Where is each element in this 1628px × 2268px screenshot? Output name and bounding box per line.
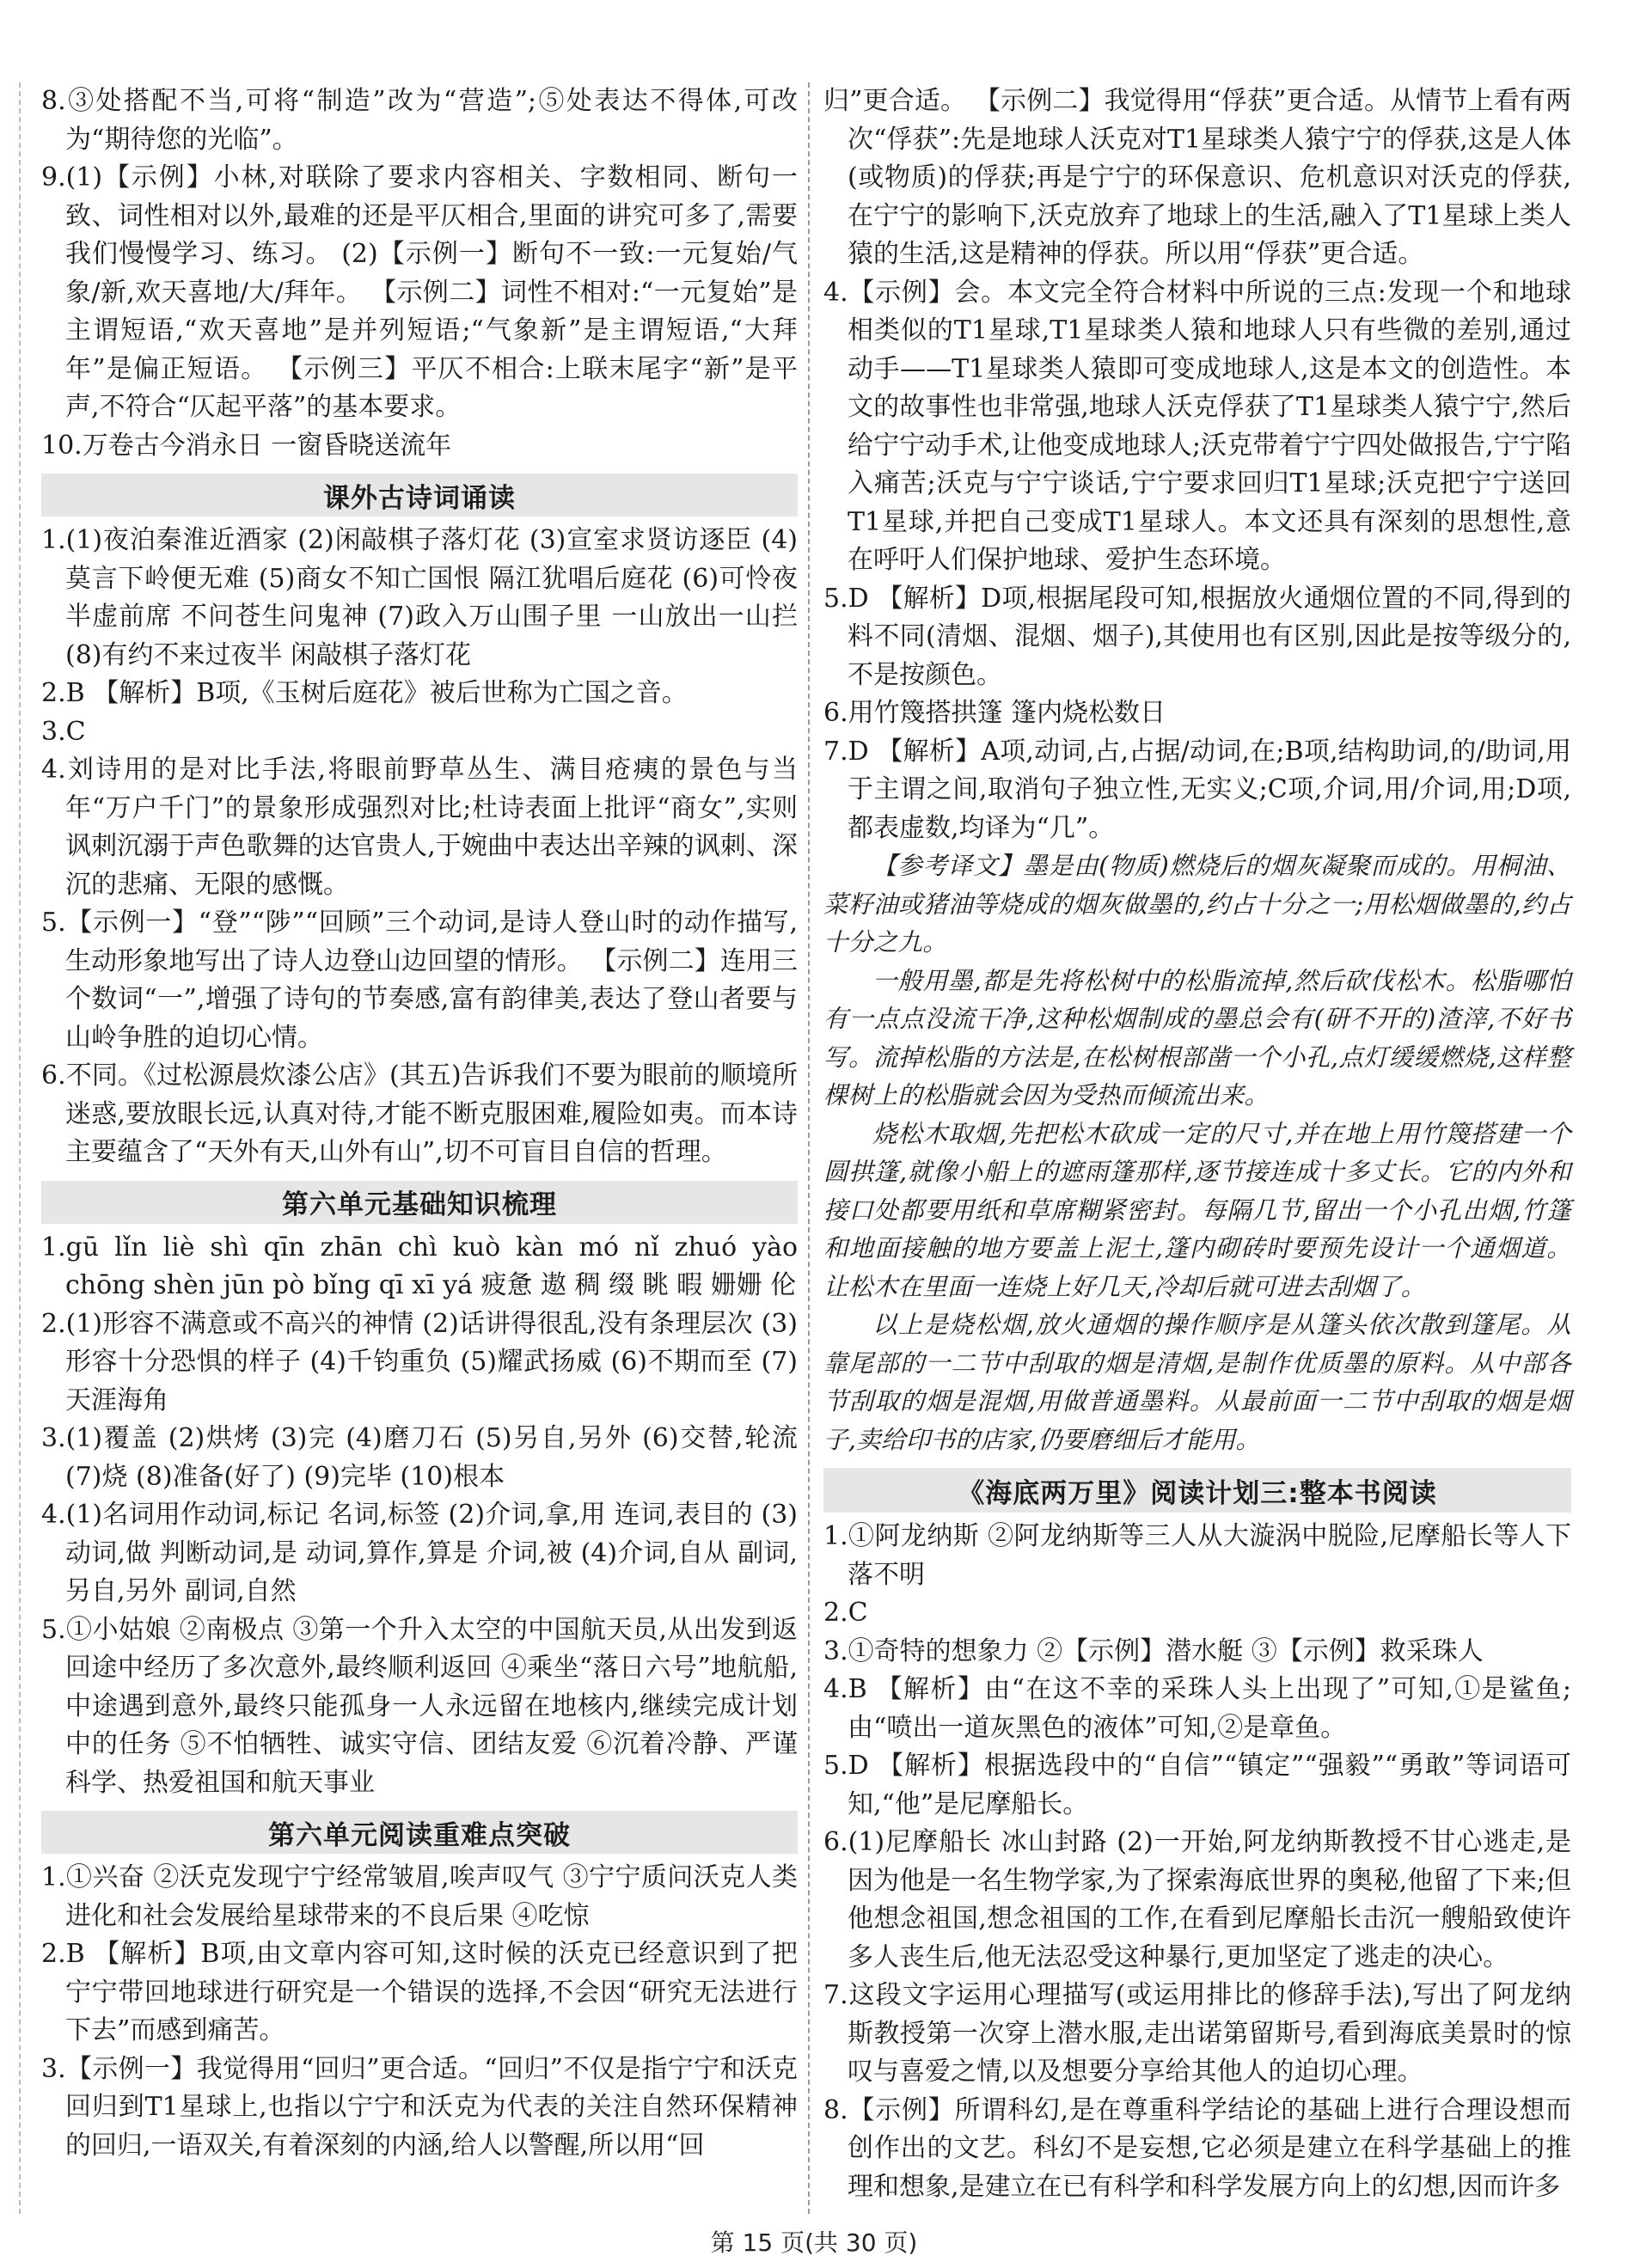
answer-item: 4.刘诗用的是对比手法,将眼前野草丛生、满目疮痍的景色与当年“万户千门”的景象形成强烈对比;杜诗表面上批评“商女”,实则讽刺沉溺于声色歌舞的达官贵人,于婉曲中表达出辛辣的讽刺、深沉的悲痛、无限的感慨。 [41, 755, 798, 900]
answer-item: 6.(1)尼摩船长 冰山封路 (2)一开始,阿龙纳斯教授不甘心逃走,是因为他是一名生物学家,为了探索海底世界的奥秘,他留了下来;但他想念祖国,想念祖国的工作,在看到尼摩船长击沉一艘船致使许多人丧生后,他无法忍受这种暴行,更加坚定了逃走的决心。 [823, 1827, 1571, 1972]
answer-item: 4.(1)名词用作动词,标记 名词,标签 (2)介词,拿,用 连词,表目的 (3)动词,做 判断动词,是 动词,算作,算是 介词,被 (4)介词,自从 副词,另自,另外 副词,自然 [41, 1500, 798, 1606]
answer-item: 5.①小姑娘 ②南极点 ③第一个升入太空的中国航天员,从出发到返回途中经历了多次意外,最终顺利返回 ④乘坐“落日六号”地航船,中途遇到意外,最终只能孤身一人永远留在地核内,继续完成计划中的任务 ⑤不怕牺牲、诚实守信、团结友爱 ⑥沉着冷静、严谨科学、热爱祖国和航天事业 [41, 1614, 798, 1798]
answer-item: 4.B 【解析】由“在这不幸的采珠人头上出现了”可知,①是鲨鱼;由“喷出一道灰黑色的液体”可知,②是章鱼。 [823, 1674, 1571, 1743]
answer-item: 8.③处搭配不当,可将“制造”改为“营造”;⑤处表达不得体,可改为“期待您的光临”。 [41, 86, 798, 155]
translation-paragraph: 一般用墨,都是先将松树中的松脂流掉,然后砍伐松木。松脂哪怕有一点点没流干净,这种松烟制成的墨总会有(研不开的)渣滓,不好书写。流掉松脂的方法是,在松树根部凿一个小孔,点灯缓缓燃烧,这样整棵树上的松脂就会因为受热而倾流出来。 [823, 966, 1571, 1110]
answer-item: 2.(1)形容不满意或不高兴的神情 (2)话讲得很乱,没有条理层次 (3)形容十分恐惧的样子 (4)千钧重负 (5)耀武扬威 (6)不期而至 (7)天涯海角 [41, 1308, 798, 1415]
answer-item: 1.①兴奋 ②沃克发现宁宁经常皱眉,唉声叹气 ③宁宁质问沃克人类进化和社会发展给星球带来的不良后果 ④吃惊 [41, 1862, 798, 1931]
answer-item: 3.(1)覆盖 (2)烘烤 (3)完 (4)磨刀石 (5)另自,另外 (6)交替,轮流 (7)烧 (8)准备(好了) (9)完毕 (10)根本 [41, 1423, 798, 1492]
right-column [823, 83, 1571, 2206]
translation-paragraph: 烧松木取烟,先把松木砍成一定的尺寸,并在地上用竹篾搭建一个圆拱篷,就像小船上的遮雨篷那样,逐节接连成十多丈长。它的内外和接口处都要用纸和草席糊紧密封。每隔几节,留出一个小孔出烟,竹篷和地面接触的地方要盖上泥土,篷内砌砖时要预先设计一个通烟道。让松木在里面一连烧上好几天,冷却后就可进去刮烟了。 [823, 1119, 1571, 1301]
answer-item: 5.D 【解析】D项,根据尾段可知,根据放火通烟位置的不同,得到的料不同(清烟、混烟、烟子),其使用也有区别,因此是按等级分的,不是按颜色。 [823, 583, 1571, 690]
answer-item: 6.不同。《过松源晨炊漆公店》(其五)告诉我们不要为眼前的顺境所迷惑,要放眼长远,认真对待,才能不断克服困难,履险如夷。而本诗主要蕴含了“天外有天,山外有山”,切不可盲目自信的哲理。 [41, 1061, 798, 1167]
answer-item: 5.【示例一】“登”“陟”“回顾”三个动词,是诗人登山时的动作描写,生动形象地写出了诗人边登山边回望的情形。 【示例二】连用三个数词“一”,增强了诗句的节奏感,富有韵律美,表达了登山者要与山岭争胜的迫切心情。 [41, 908, 798, 1053]
section-heading: 《海底两万里》阅读计划三:整本书阅读 [823, 1468, 1571, 1513]
left-margin-line [19, 83, 21, 2214]
answer-item: 6.用竹篾搭拱篷 篷内烧松数日 [823, 698, 1166, 728]
answer-item: 1.gū lǐn liè shì qīn zhān chì kuò kàn mó nǐ zhuó yào chōng shèn jūn pò bǐng qī xī yá 疲惫 遨 稠 缀 眺 暇 姗姗 伦 [41, 1232, 798, 1300]
answer-item: 10.万卷古今消永日 一窗昏晓送流年 [41, 430, 452, 461]
answer-item: 7.D 【解析】A项,动词,占,占据/动词,在;B项,结构助词,的/助词,用于主谓之间,取消句子独立性,无实义;C项,介词,用/介词,用;D项,都表虚数,均译为“几”。 [823, 736, 1571, 843]
left-column [41, 83, 798, 2165]
answer-item: 7.这段文字运用心理描写(或运用排比的修辞手法),写出了阿龙纳斯教授第一次穿上潜水服,走出诺第留斯号,看到海底美景时的惊叹与喜爱之情,以及想要分享给其他人的迫切心理。 [823, 1980, 1571, 2087]
section-heading: 第六单元基础知识梳理 [41, 1181, 798, 1224]
answer-item: 4.【示例】会。本文完全符合材料中所说的三点:发现一个和地球相类似的T1星球,T1星球类人猿和地球人只有些微的差别,通过动手——T1星球类人猿即可变成地球人,这是本文的创造性。本文的故事性也非常强,地球人沃克俘获了T1星球类人猿宁宁,然后给宁宁动手术,让他变成地球人;沃克带着宁宁四处做报告,宁宁陷入痛苦;沃克与宁宁谈话,宁宁要求回归T1星球;沃克把宁宁送回T1星球,并把自己变成T1星球人。本文还具有深刻的思想性,意在呼吁人们保护地球、爱护生态环境。 [823, 277, 1571, 575]
answer-item: 2.C [823, 1598, 868, 1628]
answer-item: 1.①阿龙纳斯 ②阿龙纳斯等三人从大漩涡中脱险,尼摩船长等人下落不明 [823, 1521, 1571, 1590]
answer-item: 5.D 【解析】根据选段中的“自信”“镇定”“强毅”“勇敢”等词语可知,“他”是尼摩船长。 [823, 1751, 1571, 1819]
answer-item: 3.【示例一】我觉得用“回归”更合适。“回归”不仅是指宁宁和沃克回归到T1星球上,也指以宁宁和沃克为代表的关注自然环保精神的回归,一语双关,有着深刻的内涵,给人以警醒,所以用“回 [41, 2053, 798, 2161]
answer-item: 8.【示例】所谓科幻,是在尊重科学结论的基础上进行合理设想而创作出的文艺。科幻不是妄想,它必须是建立在科学基础上的推理和想象,是建立在已有科学和科学发展方向上的幻想,因而许多 [823, 2094, 1571, 2202]
answer-item: 2.B 【解析】B项,由文章内容可知,这时候的沃克已经意识到了把宁宁带回地球进行研究是一个错误的选择,不会因“研究无法进行下去”而感到痛苦。 [41, 1939, 798, 2045]
answer-item: 3.①奇特的想象力 ②【示例】潜水艇 ③【示例】救采珠人 [823, 1635, 1484, 1666]
section-heading: 第六单元阅读重难点突破 [41, 1811, 798, 1854]
section-heading: 课外古诗词诵读 [41, 474, 798, 517]
answer-item: 2.B 【解析】B项,《玉树后庭花》被后世称为亡国之音。 [41, 678, 688, 708]
page-number: 第 15 页(共 30 页) [710, 2228, 918, 2257]
answer-item: 归”更合适。 【示例二】我觉得用“俘获”更合适。从情节上看有两次“俘获”:先是地球人沃克对T1星球类人猿宁宁的俘获,这是人体(或物质)的俘获;再是宁宁的环保意识、危机意识对沃克的俘获,在宁宁的影响下,沃克放弃了地球上的生活,融入了T1星球上类人猿的生活,这是精神的俘获。所以用“俘获”更合适。 [823, 86, 1571, 269]
translation-paragraph: 以上是烧松烟,放火通烟的操作顺序是从篷头依次散到篷尾。从靠尾部的一二节中刮取的烟是清烟,是制作优质墨的原料。从中部各节刮取的烟是混烟,用做普通墨料。从最前面一二节中刮取的烟是烟子,卖给印书的店家,仍要磨细后才能用。 [823, 1311, 1571, 1454]
answer-item: 3.C [41, 716, 86, 747]
translation-paragraph: 【参考译文】墨是由(物质)燃烧后的烟灰凝聚而成的。用桐油、菜籽油或猪油等烧成的烟灰做墨的,约占十分之一;用松烟做墨的,约占十分之九。 [823, 852, 1571, 957]
column-divider [808, 83, 810, 2214]
answer-item: 9.(1)【示例】小林,对联除了要求内容相关、字数相同、断句一致、词性相对以外,最难的还是平仄相合,里面的讲究可多了,需要我们慢慢学习、练习。 (2)【示例一】断句不一致:一元复始/气象/新,欢天喜地/大/拜年。 【示例二】词性不相对:“一元复始”是主谓短语,“欢天喜地”是并列短语;“气象新”是主谓短语,“大拜年”是偏正短语。 【示例三】平仄不相合:上联末尾字“新”是平声,不符合“仄起平落”的基本要求。 [41, 162, 798, 422]
answer-item: 1.(1)夜泊秦淮近酒家 (2)闲敲棋子落灯花 (3)宣室求贤访逐臣 (4)莫言下岭便无难 (5)商女不知亡国恨 隔江犹唱后庭花 (6)可怜夜半虚前席 不问苍生问鬼神 (7)政入万山围子里 一山放出一山拦 (8)有约不来过夜半 闲敲棋子落灯花 [41, 525, 798, 670]
